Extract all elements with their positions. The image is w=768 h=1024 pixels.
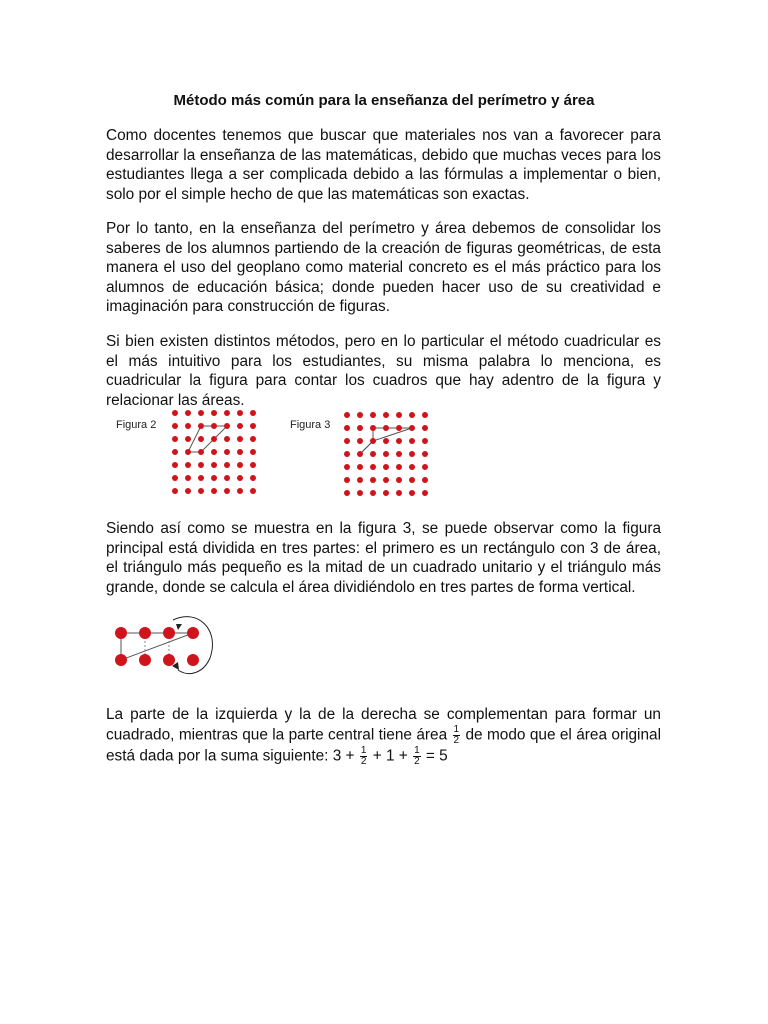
- figure-4-decomposition: [108, 610, 220, 682]
- figure-3-label: Figura 3: [290, 419, 331, 431]
- figure-3-peg: [370, 477, 376, 483]
- figure-3-peg: [422, 464, 428, 470]
- figure-3-peg: [383, 425, 389, 431]
- figure-3-peg: [344, 490, 350, 496]
- figure-2-peg: [250, 410, 256, 416]
- figure-3-band: [373, 428, 412, 441]
- figure-3-peg: [422, 425, 428, 431]
- figure-4-peg: [163, 627, 175, 639]
- figure-2-peg: [172, 488, 178, 494]
- figure-2-peg: [172, 462, 178, 468]
- figure-2-peg: [224, 423, 230, 429]
- figure-2-peg: [185, 410, 191, 416]
- figure-4-peg: [139, 654, 151, 666]
- figure-3-peg: [409, 451, 415, 457]
- figure-2-peg: [198, 462, 204, 468]
- figure-3-peg: [409, 490, 415, 496]
- figure-3-peg: [422, 490, 428, 496]
- figure-2-peg: [224, 488, 230, 494]
- figure-3-peg: [357, 477, 363, 483]
- figure-2-peg: [198, 436, 204, 442]
- figure-3-peg: [383, 464, 389, 470]
- paragraph-1: Como docentes tenemos que buscar que materiales nos van a favorecer para desarrollar la enseñanza de las matemáticas, debido que muchas veces para los estudiantes llega a ser complicada debido a las fórmulas a implementar o bien, solo por el simple hecho de que las matemáticas son exactas.: [106, 127, 661, 203]
- figure-2-peg: [172, 449, 178, 455]
- paragraph-5-part3: + 1 +: [372, 747, 408, 765]
- figure-2-peg: [198, 488, 204, 494]
- figure-3-peg: [409, 438, 415, 444]
- figure-3-peg: [357, 438, 363, 444]
- figure-2-peg: [198, 423, 204, 429]
- figure-2-peg: [211, 488, 217, 494]
- figure-2-peg: [224, 436, 230, 442]
- figure-3-peg: [357, 490, 363, 496]
- figure-2-peg: [211, 423, 217, 429]
- figure-2-peg: [198, 449, 204, 455]
- figure-3-peg: [370, 490, 376, 496]
- figure-2-peg: [198, 410, 204, 416]
- figure-3-peg: [422, 412, 428, 418]
- figure-3-peg: [370, 412, 376, 418]
- figure-3-peg: [409, 412, 415, 418]
- figure-4-peg: [187, 627, 199, 639]
- figure-2-peg: [172, 410, 178, 416]
- figure-3-peg: [409, 425, 415, 431]
- figure-3-peg: [344, 477, 350, 483]
- figure-3-peg: [357, 425, 363, 431]
- figure-3-peg: [383, 438, 389, 444]
- figure-3-peg: [383, 451, 389, 457]
- figure-3-peg: [409, 477, 415, 483]
- figure-3-peg: [383, 477, 389, 483]
- figure-2-peg: [185, 462, 191, 468]
- figure-2-peg: [211, 436, 217, 442]
- figure-2-peg: [185, 423, 191, 429]
- figure-2-peg: [250, 449, 256, 455]
- figure-2-geoboard: [166, 405, 256, 500]
- figure-2-peg: [185, 449, 191, 455]
- figure-3-peg: [370, 464, 376, 470]
- figure-3-peg: [370, 425, 376, 431]
- figure-3-peg: [357, 451, 363, 457]
- figure-3-peg: [344, 451, 350, 457]
- figure-2-peg: [237, 475, 243, 481]
- figure-2-peg: [211, 410, 217, 416]
- figure-2-peg: [172, 423, 178, 429]
- figure-2-peg: [237, 436, 243, 442]
- paragraph-5-part1: La parte de la izquierda y la de la derecha se complementan para formar un cuadrado, mientras que la parte central tiene área: [106, 706, 661, 744]
- figure-3-peg: [383, 490, 389, 496]
- figure-2-peg: [237, 410, 243, 416]
- figure-3-peg: [357, 464, 363, 470]
- figure-2-peg: [237, 462, 243, 468]
- figure-2-peg: [211, 462, 217, 468]
- figure-3-peg: [396, 464, 402, 470]
- figure-3-peg: [396, 490, 402, 496]
- figure-3-peg: [344, 438, 350, 444]
- figure-2-label: Figura 2: [116, 419, 157, 431]
- paragraph-3: Si bien existen distintos métodos, pero en lo particular el método cuadricular es el más intuitivo para los estudiantes, su misma palabra lo menciona, es cuadricular la figura para contar los cuadros que hay adentro de la figura y relacionar las áreas.: [106, 333, 661, 409]
- figure-3-peg: [370, 438, 376, 444]
- paragraph-5-part4: = 5: [425, 747, 448, 765]
- document-title: Método más común para la enseñanza del perímetro y área: [173, 92, 595, 109]
- figure-4-peg: [163, 654, 175, 666]
- figure-3-peg: [409, 464, 415, 470]
- figure-2-peg: [237, 449, 243, 455]
- figure-2-peg: [185, 488, 191, 494]
- figure-3-peg: [344, 412, 350, 418]
- figure-2-peg: [185, 436, 191, 442]
- figure-2-peg: [224, 475, 230, 481]
- paragraph-5-part2: de modo que el área original está dada por la suma siguiente: 3 +: [106, 726, 662, 765]
- fraction-one-half: $\frac{1}{2}$: [414, 745, 420, 767]
- figure-3-peg: [396, 412, 402, 418]
- figure-2-peg: [250, 462, 256, 468]
- figure-3-peg: [370, 451, 376, 457]
- figure-2-peg: [172, 436, 178, 442]
- figure-3-peg: [357, 412, 363, 418]
- figure-2-peg: [237, 488, 243, 494]
- figure-2-peg: [172, 475, 178, 481]
- figure-2-peg: [250, 475, 256, 481]
- figure-2-peg: [198, 475, 204, 481]
- figure-3-peg: [383, 412, 389, 418]
- figure-3-peg: [396, 451, 402, 457]
- figure-3-peg: [344, 464, 350, 470]
- figure-2-peg: [224, 462, 230, 468]
- paragraph-4: Siendo así como se muestra en la figura 3, se puede observar como la figura principal está dividida en tres partes: el primero es un rectángulo con 3 de área, el triángulo más pequeño es la mitad de un cuadrado unitario y el triángulo más grande, donde se calcula el área dividiéndolo en tres partes de forma vertical.: [106, 520, 661, 596]
- figure-3-geoboard: [340, 408, 430, 503]
- figure-3-peg: [422, 477, 428, 483]
- paragraph-2: Por lo tanto, en la enseñanza del perímetro y área debemos de consolidar los saberes de los alumnos partiendo de la creación de figuras geométricas, de esta manera el uso del geoplano como material concreto es el más práctico para los alumnos de educación básica; donde pueden hacer uso de su creatividad e imaginación para construcción de figuras.: [106, 220, 661, 315]
- figure-3-peg: [422, 451, 428, 457]
- fraction-one-half: $\frac{1}{2}$: [360, 745, 367, 767]
- figure-3-peg: [396, 425, 402, 431]
- figure-2-peg: [224, 449, 230, 455]
- figure-2-peg: [250, 488, 256, 494]
- figure-3-peg: [396, 438, 402, 444]
- figure-2-peg: [211, 449, 217, 455]
- figure-2-peg: [211, 475, 217, 481]
- figure-3-peg: [396, 477, 402, 483]
- figure-4-peg: [115, 627, 127, 639]
- figure-4-peg: [139, 627, 151, 639]
- figure-2-peg: [185, 475, 191, 481]
- figure-4-peg: [187, 654, 199, 666]
- figure-2-peg: [237, 423, 243, 429]
- figure-2-peg: [250, 436, 256, 442]
- fraction-one-half: $\frac{1}{2}$: [453, 724, 460, 746]
- paragraph-5: [106, 705, 661, 767]
- figure-4-diagonal: [121, 633, 193, 660]
- figure-2-peg: [224, 410, 230, 416]
- figure-2-peg: [250, 423, 256, 429]
- figure-4-arrow-head-top: [176, 624, 182, 630]
- figure-4-peg: [115, 654, 127, 666]
- figure-3-peg: [422, 438, 428, 444]
- figure-3-peg: [344, 425, 350, 431]
